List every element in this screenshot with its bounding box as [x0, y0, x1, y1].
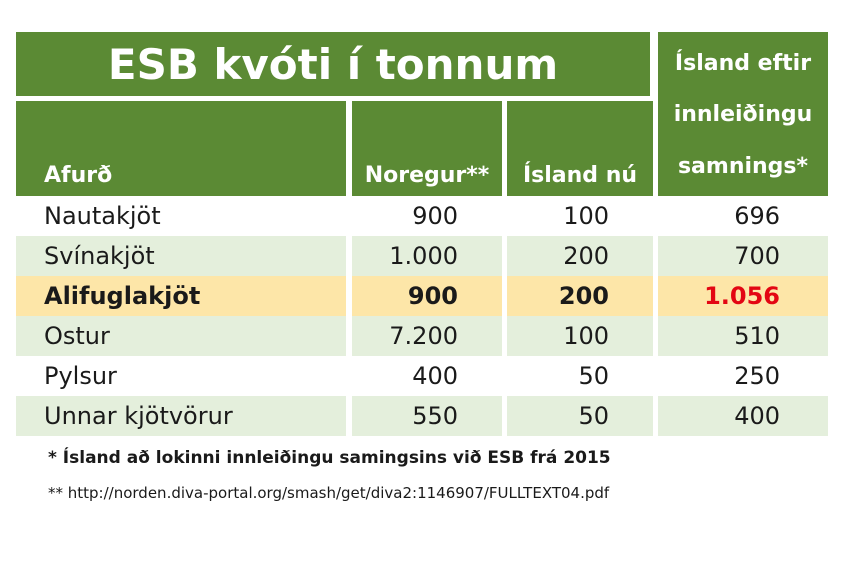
table-row	[16, 396, 828, 436]
table-row	[16, 316, 828, 356]
header-iceland-after	[658, 32, 828, 196]
cell-iceland-after: 510	[658, 316, 828, 356]
cell-iceland-now: 200	[507, 276, 653, 316]
cell-product: Ostur	[16, 316, 346, 356]
cell-product: Pylsur	[44, 362, 117, 390]
cell-norway: 1.000	[352, 236, 502, 276]
table-row	[16, 356, 828, 396]
cell-iceland-now: 100	[507, 316, 653, 356]
header-iceland-now: Ísland nú	[507, 101, 653, 196]
cell-norway: 400	[412, 362, 458, 390]
table-row	[16, 196, 828, 236]
header-product: Afurð	[16, 101, 346, 196]
cell-iceland-after: 696	[734, 202, 780, 230]
cell-iceland-now: 50	[578, 362, 609, 390]
cell-iceland-after: 400	[658, 396, 828, 436]
cell-iceland-after: 700	[658, 236, 828, 276]
table-row	[16, 236, 828, 276]
cell-norway: 7.200	[352, 316, 502, 356]
cell-iceland-after: 1.056	[658, 276, 828, 316]
header-norway: Noregur**	[352, 101, 502, 196]
cell-product: Nautakjöt	[44, 202, 161, 230]
cell-iceland-now: 100	[563, 202, 609, 230]
table-title: ESB kvóti í tonnum	[16, 32, 650, 96]
header-iceland-after-line-1: Ísland eftir	[674, 51, 812, 77]
cell-product: Svínakjöt	[16, 236, 346, 276]
header-iceland-after-line-2: innleiðingu	[673, 102, 813, 128]
cell-iceland-now: 50	[507, 396, 653, 436]
cell-norway: 900	[412, 202, 458, 230]
cell-norway: 550	[352, 396, 502, 436]
footnote-iceland: * Ísland að lokinni innleiðingu samingsins við ESB frá 2015	[48, 448, 611, 468]
cell-product: Unnar kjötvörur	[16, 396, 346, 436]
cell-iceland-now: 200	[507, 236, 653, 276]
header-iceland-after-line-3: samnings*	[677, 153, 809, 179]
cell-product: Alifuglakjöt	[16, 276, 346, 316]
cell-iceland-after: 250	[734, 362, 780, 390]
footnote-source-url: ** http://norden.diva-portal.org/smash/get/diva2:1146907/FULLTEXT04.pdf	[48, 484, 610, 502]
table-row-highlighted	[16, 276, 828, 316]
cell-norway: 900	[352, 276, 502, 316]
